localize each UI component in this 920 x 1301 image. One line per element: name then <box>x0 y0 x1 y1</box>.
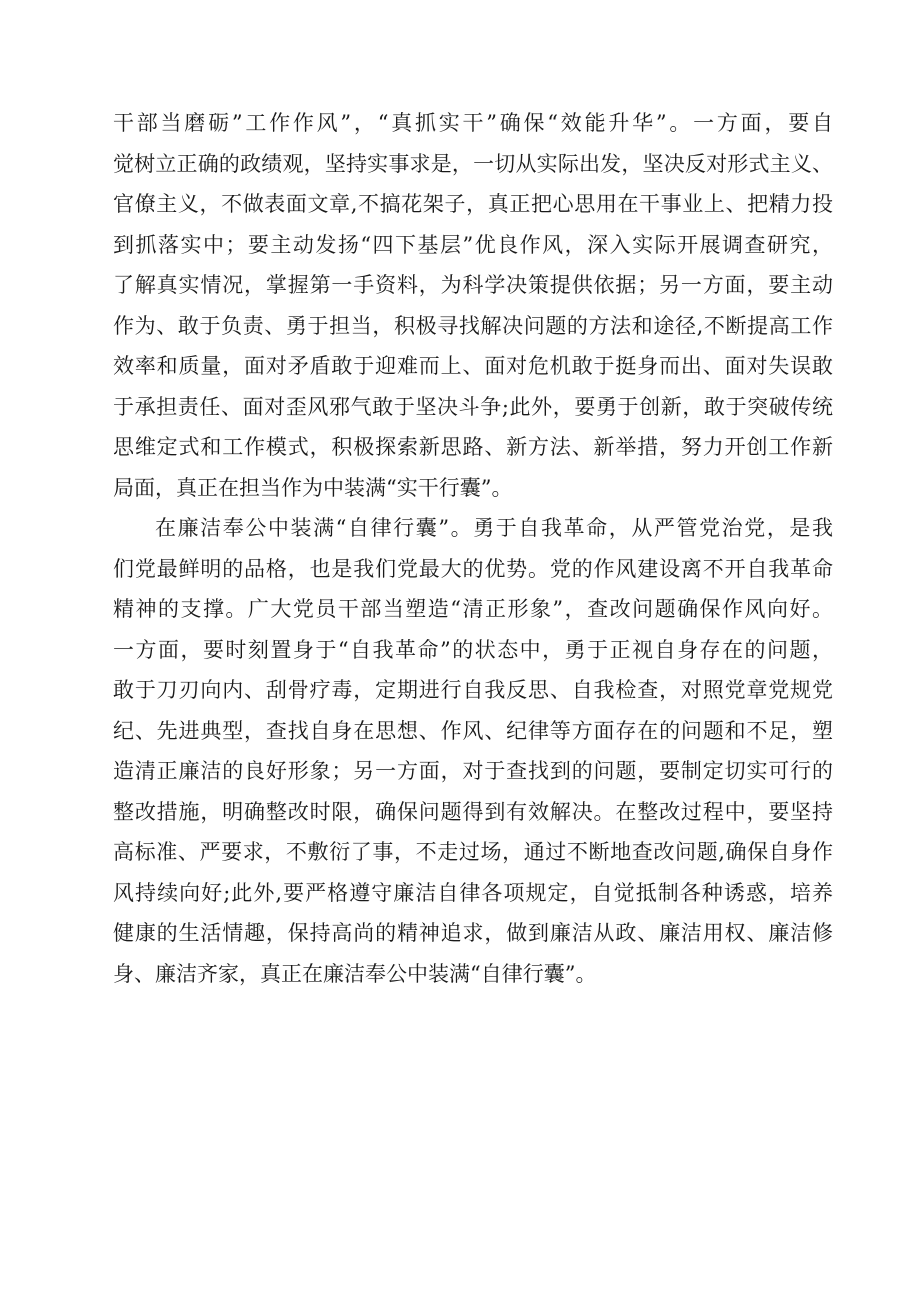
paragraph-2-line-8: 整改措施，明确整改时限，确保问题得到有效解决。在整改过程中，要坚持 <box>113 799 833 824</box>
paragraph-1-line-3: 官僚主义，不做表面文章,不搞花架子，真正把心思用在干事业上、把精力投 <box>113 192 833 216</box>
paragraph-2-line-4: 一方面，要时刻置身于“自我革命”的状态中，勇于正视自身存在的问题， <box>113 637 833 662</box>
paragraph-2-line-2: 们党最鲜明的品格，也是我们党最大的优势。党的作风建设离不开自我革命 <box>113 556 833 581</box>
paragraph-1-line-6: 作为、敢于负责、勇于担当，积极寻找解决问题的方法和途径,不断提高工作 <box>113 313 833 338</box>
paragraph-2-line-9: 高标准、严要求，不敷衍了事，不走过场，通过不断地查改问题,确保自身作 <box>113 840 833 864</box>
paragraph-1-line-4: 到抓落实中；要主动发扬“四下基层”优良作风，深入实际开展调查研究， <box>113 232 833 257</box>
paragraph-2-line-7: 造清正廉洁的良好形象；另一方面，对于查找到的问题，要制定切实可行的 <box>113 759 833 783</box>
body-text <box>113 103 833 994</box>
paragraph-1-line-5: 了解真实情况，掌握第一手资料，为科学决策提供依据；另一方面，要主动 <box>113 273 833 297</box>
paragraph-2-line-6: 纪、先进典型，查找自身在思想、作风、纪律等方面存在的问题和不足，塑 <box>113 718 833 743</box>
paragraph-2-line-5: 敢于刀刃向内、刮骨疗毒，定期进行自我反思、自我检查，对照党章党规党 <box>113 678 833 702</box>
paragraph-1-line-1: 干部当磨砺”工作作风”，“真抓实干”确保“效能升华”。一方面，要自 <box>113 111 833 135</box>
paragraph-2-line-12: 身、廉洁齐家，真正在廉洁奉公中装满“自律行囊”。 <box>113 961 597 986</box>
paragraph-2-line-3: 精神的支撑。广大党员干部当塑造“清正形象”，查改问题确保作风向好。 <box>113 597 833 621</box>
paragraph-2-line-10: 风持续向好;此外,要严格遵守廉洁自律各项规定，自觉抵制各种诱惑，培养 <box>113 880 833 905</box>
paragraph-2-line-11: 健康的生活情趣，保持高尚的精神追求，做到廉洁从政、廉洁用权、廉洁修 <box>113 921 833 945</box>
paragraph-2-line-1: 在廉洁奉公中装满“自律行囊”。勇于自我革命，从严管党治党，是我 <box>155 516 833 540</box>
paragraph-1-line-10: 局面，真正在担当作为中装满“实干行囊”。 <box>113 475 513 500</box>
paragraph-1-line-9: 思维定式和工作模式，积极探索新思路、新方法、新举措，努力开创工作新 <box>113 435 833 459</box>
paragraph-1-line-8: 于承担责任、面对歪风邪气敢于坚决斗争;此外，要勇于创新，敢于突破传统 <box>113 394 833 419</box>
paragraph-1-line-7: 效率和质量，面对矛盾敢于迎难而上、面对危机敢于挺身而出、面对失误敢 <box>113 354 833 378</box>
paragraph-1-line-2: 觉树立正确的政绩观，坚持实事求是，一切从实际出发，坚决反对形式主义、 <box>113 151 833 176</box>
